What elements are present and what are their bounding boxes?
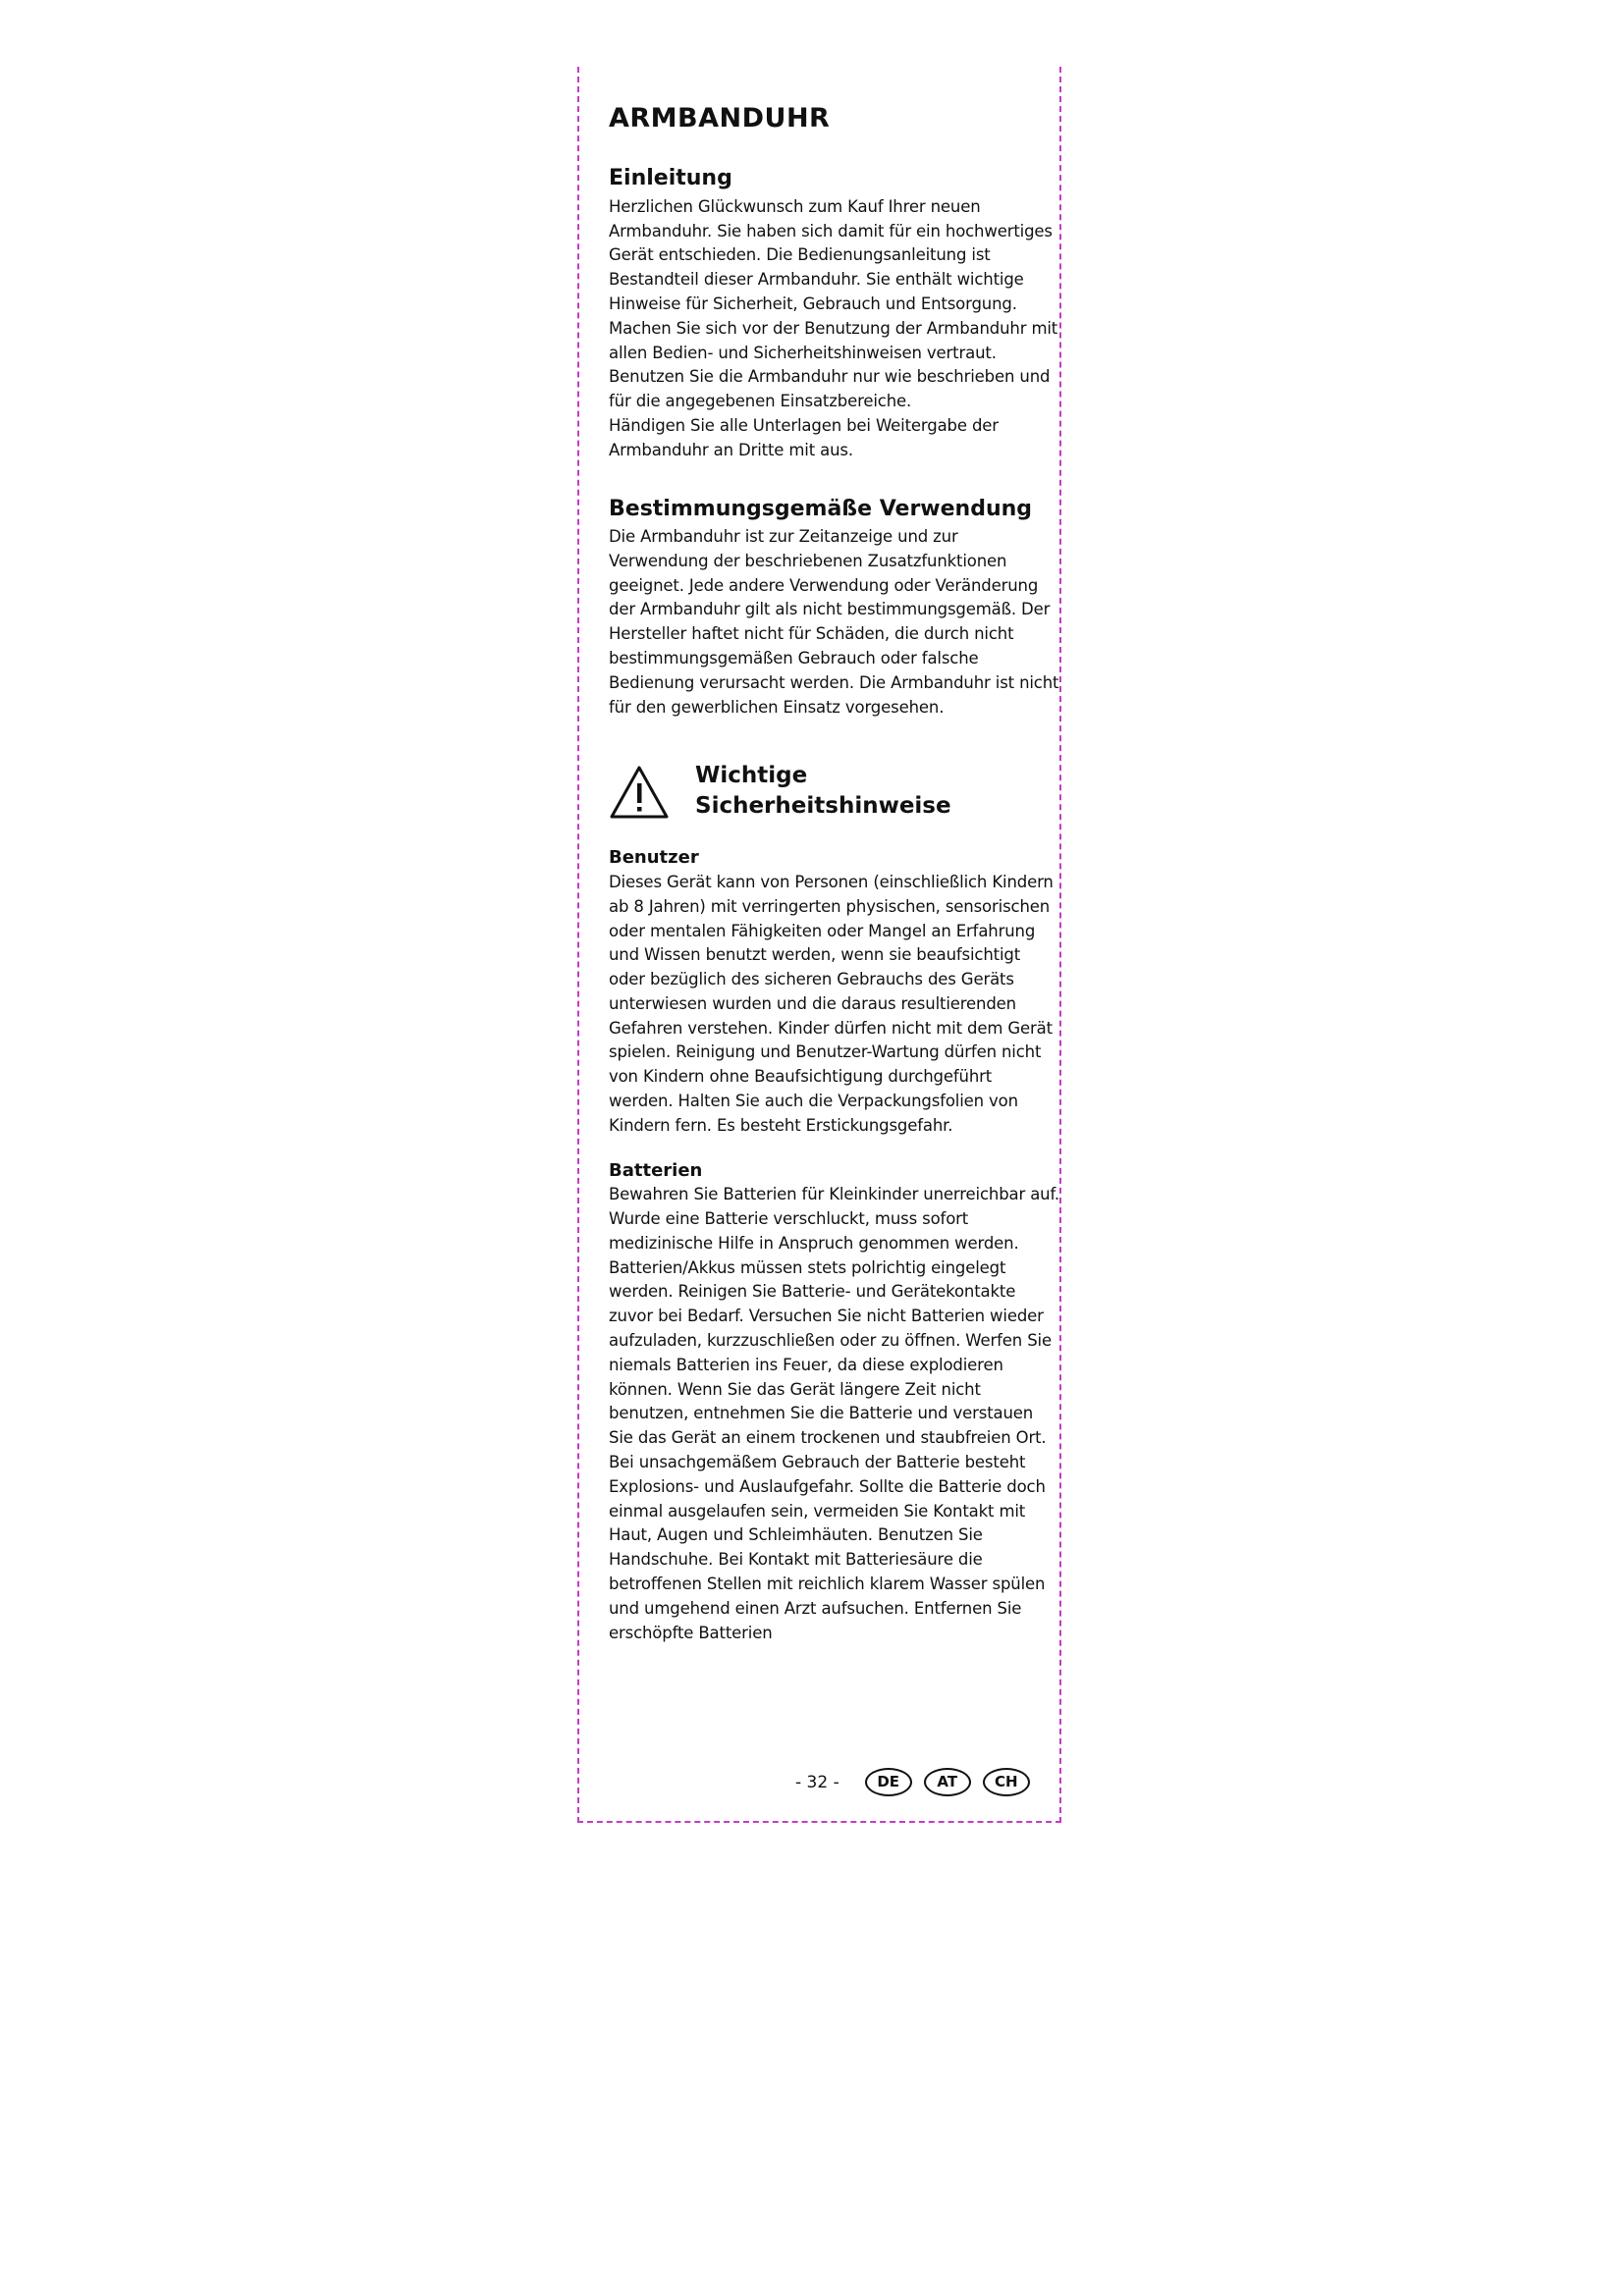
section-heading-einleitung: Einleitung [609, 166, 732, 191]
document-title: ARMBANDUHR [609, 103, 831, 133]
safety-heading-block [609, 761, 1060, 822]
einleitung-text-2: Händigen Sie alle Unterlagen bei Weitergabe der Armbanduhr an Dritte mit aus. [609, 415, 999, 459]
page-number: - 32 - [795, 1772, 839, 1792]
safety-heading [695, 761, 951, 822]
einleitung-text: Herzlichen Glückwunsch zum Kauf Ihrer neuen Armbanduhr. Sie haben sich damit für ein hochwertiges Gerät entschieden. Die Bedienungsanleitung ist Bestandteil dieser Armbanduhr. Sie enthält wichtige Hinweise für Sicherheit, Gebrauch und Entsorgung. Machen Sie sich vor der Benutzung der Armbanduhr mit allen Bedien- und Sicherheitshinweisen vertraut. Benutzen Sie die Armbanduhr nur wie beschrieben und für die angegebenen Einsatzbereiche. [609, 196, 1058, 411]
verwendung-text: Die Armbanduhr ist zur Zeitanzeige und zur Verwendung der beschriebenen Zusatzfunktionen geeignet. Jede andere Verwendung oder Veränderung der Armbanduhr gilt als nicht bestimmungsgemäß. Der Hersteller haftet nicht für Schäden, die durch nicht bestimmungsgemäßen Gebrauch oder falsche Bedienung verursacht werden. Die Armbanduhr ist nicht für den gewerblichen Einsatz vorgesehen. [609, 526, 1059, 717]
section-heading-benutzer: Benutzer [609, 847, 699, 869]
section-heading-batterien: Batterien [609, 1159, 703, 1181]
document-content [609, 103, 1060, 1645]
country-badge-at: AT [924, 1768, 971, 1796]
safety-heading-line2: Sicherheitshinweise [695, 793, 951, 820]
warning-triangle-icon [609, 765, 670, 820]
benutzer-text: Dieses Gerät kann von Personen (einschließlich Kindern ab 8 Jahren) mit verringerten physischen, sensorischen oder mentalen Fähigkeiten oder Mangel an Erfahrung und Wissen benutzt werden, wenn sie beaufsichtigt oder bezüglich des sicheren Gebrauchs des Geräts unterwiesen wurden und die daraus resultierenden Gefahren verstehen. Kinder dürfen nicht mit dem Gerät spielen. Reinigung und Benutzer-Wartung dürfen nicht von Kindern ohne Beaufsichtigung durchgeführt werden. Halten Sie auch die Verpackungsfolien von Kindern fern. Es besteht Erstickungsgefahr. [609, 872, 1054, 1135]
safety-heading-line1: Wichtige [695, 763, 808, 789]
batterien-text: Bewahren Sie Batterien für Kleinkinder unerreichbar auf. Wurde eine Batterie verschluckt, muss sofort medizinische Hilfe in Anspruch genommen werden. Batterien/Akkus müssen stets polrichtig eingelegt werden. Reinigen Sie Batterie- und Gerätekontakte zuvor bei Bedarf. Versuchen Sie nicht Batterien wieder aufzuladen, kurzzuschließen oder zu öffnen. Werfen Sie niemals Batterien ins Feuer, da diese explodieren können. Wenn Sie das Gerät längere Zeit nicht benutzen, entnehmen Sie die Batterie und verstauen Sie das Gerät an einem trockenen und staubfreien Ort. Bei unsachgemäßem Gebrauch der Batterie besteht Explosions- und Auslaufgefahr. Sollte die Batterie doch einmal ausgelaufen sein, vermeiden Sie Kontakt mit Haut, Augen und Schleimhäuten. Benutzen Sie Handschuhe. Bei Kontakt mit Batteriesäure die betroffenen Stellen mit reichlich klarem Wasser spülen und umgehend einen Arzt aufsuchen. Entfernen Sie erschöpfte Batterien [609, 1185, 1060, 1642]
section-heading-verwendung: Bestimmungsgemäße Verwendung [609, 496, 1033, 521]
page-footer [795, 1768, 1042, 1796]
country-badge-de: DE [865, 1768, 912, 1796]
country-badge-ch: CH [983, 1768, 1030, 1796]
